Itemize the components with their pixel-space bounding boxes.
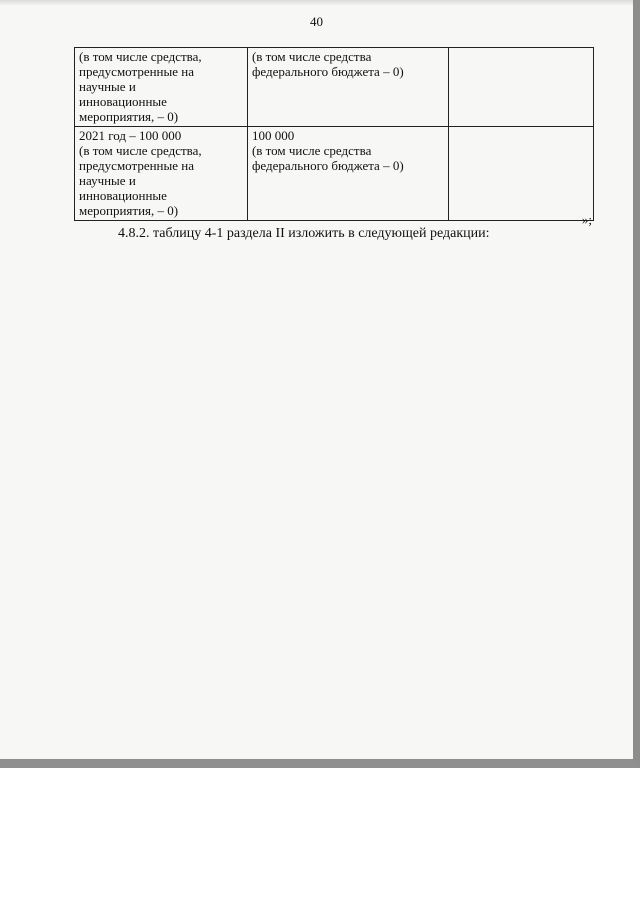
closing-quote-mark: »; (581, 212, 592, 227)
blank-area (0, 768, 640, 905)
table-cell-federal: 100 000 (в том числе средства федерального бюджета – 0) (247, 127, 448, 221)
funding-table (74, 47, 594, 221)
scan-top-shadow (0, 0, 633, 6)
page-number: 40 (310, 14, 323, 29)
table-cell-empty (449, 48, 594, 127)
table-row (75, 48, 594, 127)
table-cell-federal: (в том числе средства федерального бюджета – 0) (247, 48, 448, 127)
instruction-paragraph: 4.8.2. таблицу 4-1 раздела II изложить в следующей редакции: (118, 226, 490, 241)
table-row (75, 127, 594, 221)
table-cell-period: (в том числе средства, предусмотренные на научные и инновационные мероприятия, – 0) (75, 48, 248, 127)
table-cell-period: 2021 год – 100 000 (в том числе средства, предусмотренные на научные и инновационные мероприятия, – 0) (75, 127, 248, 221)
table-cell-empty (449, 127, 594, 221)
